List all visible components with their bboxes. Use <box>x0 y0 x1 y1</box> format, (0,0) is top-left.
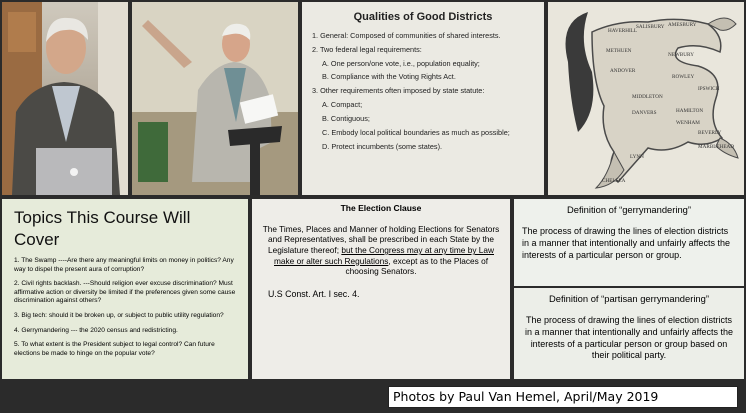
list-item: 4. Gerrymandering --- the 2020 census and redistricting. <box>14 326 178 334</box>
list-item: B. Contiguous; <box>322 113 370 123</box>
map-label: LYNN <box>630 154 644 160</box>
slide-title: The Election Clause <box>340 203 422 213</box>
map-label: BEVERLY <box>698 130 722 136</box>
clause-text-end: , except as to the Places of choosing Senators. <box>345 255 488 277</box>
slide-qualities-of-good-districts <box>302 2 544 195</box>
map-label: DANVERS <box>632 110 657 116</box>
list-item: B. Compliance with the Voting Rights Act. <box>322 72 456 82</box>
map-label: METHUEN <box>606 48 632 54</box>
map-label: HAMILTON <box>676 108 704 114</box>
map-label: WENHAM <box>676 120 700 126</box>
list-item: 2. Civil rights backlash. ---Should religion ever excuse discrimination? Must affirmative action or diversity be limited if the preferences given some cause discrimination against others? <box>14 280 236 305</box>
slide-election-clause <box>252 199 510 379</box>
gerrymander-salamander-illustration <box>548 2 744 195</box>
clause-text-underlined: but the Congress may at any time by Law make or alter such Regulations <box>274 245 494 266</box>
slide-title: Definition of “partisan gerrymandering” <box>549 293 709 304</box>
list-item: D. Protect incumbents (some states). <box>322 141 443 151</box>
photo-credit: Photos by Paul Van Hemel, April/May 2019 <box>388 386 738 408</box>
list-item: 1. The Swamp ----Are there any meaningful limits on money in politics? Any way to dispel the present aura of corruption? <box>14 257 234 273</box>
slide-title: Qualities of Good Districts <box>353 11 493 23</box>
list-item: A. One person/one vote, i.e., population equality; <box>322 58 480 68</box>
photo-speaker-at-laptop <box>2 2 128 195</box>
slide-definition-gerrymandering <box>514 199 744 286</box>
definition-text: The process of drawing the lines of election districts in a manner that intentionally and unfairly affects the interests of a particular person or group based on their political party. <box>525 315 733 361</box>
clause-text-start: The Times, Places and Manner of holding Elections for Senators and Representatives, shall be prescribed in each State by the Legislature thereof; <box>262 223 500 256</box>
photo-speaker-at-lectern <box>132 2 298 195</box>
map-label: ROWLEY <box>672 74 695 80</box>
slide-course-topics <box>2 199 248 379</box>
map-label: MIDDLETON <box>632 94 663 100</box>
list-item: 1. General: Composed of communities of shared interests. <box>312 30 501 40</box>
map-label: IPSWICH <box>698 86 720 92</box>
list-item: C. Embody local political boundaries as much as possible; <box>322 127 510 137</box>
lectern-photo-drawing <box>132 2 298 195</box>
slide-title: Topics This Course Will Cover <box>14 208 191 250</box>
map-label: MARBLEHEAD <box>698 144 735 150</box>
list-item: 2. Two federal legal requirements: <box>312 44 422 54</box>
constitution-citation: U.S Const. Art. I sec. 4. <box>268 288 360 299</box>
speaker-photo-drawing <box>2 2 128 195</box>
clause-text <box>262 224 500 277</box>
list-item: 5. To what extent is the President subject to legal control? Can future elections be made to hinge on the popular vote? <box>14 341 215 357</box>
map-label: AMESBURY <box>668 22 697 28</box>
list-item: 3. Big tech: should it be broken up, or subject to public utility regulation? <box>14 312 224 319</box>
map-label: HAVERHILL <box>608 28 638 34</box>
slide-definition-partisan-gerrymandering <box>514 288 744 379</box>
map-label: ANDOVER <box>610 68 636 74</box>
list-item: 3. Other requirements often imposed by state statute: <box>312 86 485 96</box>
map-label: NEWBURY <box>668 52 694 58</box>
definition-text: The process of drawing the lines of election districts in a manner that intentionally and unfairly affects the interests of a particular person or group. <box>522 226 730 260</box>
gerrymander-cartoon-map <box>548 2 744 195</box>
map-label: SALISBURY <box>636 24 665 30</box>
slide-title: Definition of “gerrymandering” <box>566 204 691 215</box>
map-label: CHELSEA <box>602 178 626 184</box>
list-item: A. Compact; <box>322 100 363 110</box>
